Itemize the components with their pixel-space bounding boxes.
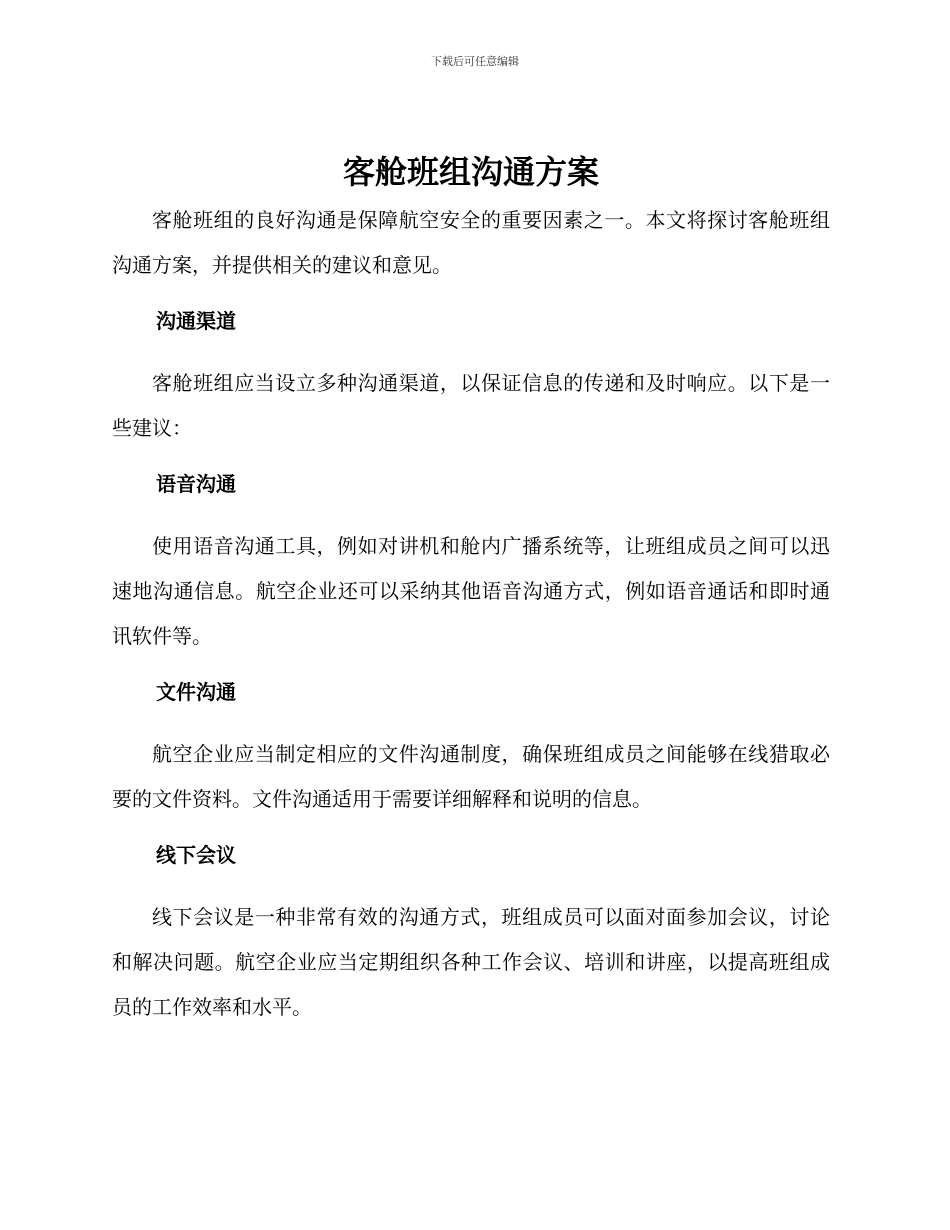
- section-body-documents: 航空企业应当制定相应的文件沟通制度，确保班组成员之间能够在线猎取必要的文件资料。文件沟通适用于需要详细解释和说明的信息。: [112, 742, 830, 811]
- intro-paragraph: 客舱班组的良好沟通是保障航空安全的重要因素之一。本文将探讨客舱班组沟通方案，并提供相关的建议和意见。: [112, 208, 830, 277]
- section-body-meetings: 线下会议是一种非常有效的沟通方式，班组成员可以面对面参加会议，讨论和解决问题。航空企业应当定期组织各种工作会议、培训和讲座，以提高班组成员的工作效率和水平。: [112, 905, 830, 1019]
- section-body-channels: 客舱班组应当设立多种沟通渠道，以保证信息的传递和及时响应。以下是一些建议：: [112, 371, 830, 440]
- section-body-voice: 使用语音沟通工具，例如对讲机和舱内广播系统等，让班组成员之间可以迅速地沟通信息。航空企业还可以采纳其他语音沟通方式，例如语音通话和即时通讯软件等。: [112, 534, 830, 648]
- section-heading-channels: 沟通渠道: [156, 309, 236, 333]
- section-heading-documents: 文件沟通: [156, 680, 236, 704]
- header-note: 下载后可任意编辑: [431, 55, 519, 68]
- section-heading-voice: 语音沟通: [156, 472, 236, 496]
- section-heading-meetings: 线下会议: [156, 843, 236, 867]
- document-title: 客舱班组沟通方案: [342, 153, 599, 191]
- document-body: [112, 148, 830, 1030]
